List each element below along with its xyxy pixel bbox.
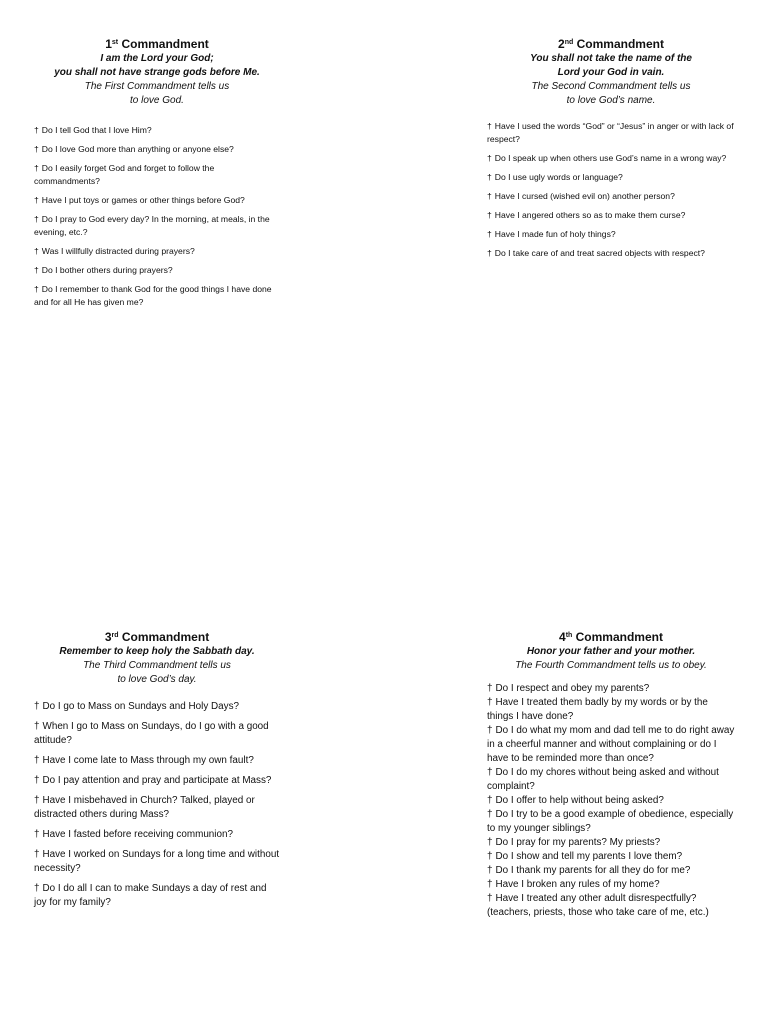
question-item (487, 766, 735, 794)
cross-bullet-icon: † (34, 701, 40, 712)
cross-bullet-icon: † (34, 829, 40, 840)
question-item (34, 162, 280, 188)
cross-bullet-icon: † (34, 246, 39, 256)
cross-bullet-icon: † (487, 172, 492, 182)
panel-title (487, 37, 735, 51)
question-text: Have I broken any rules of my home? (495, 879, 660, 890)
cross-bullet-icon: † (487, 153, 492, 163)
cross-bullet-icon: † (34, 795, 40, 806)
question-text: Do I bother others during prayers? (41, 265, 173, 275)
question-item (487, 190, 735, 203)
question-item (34, 700, 280, 714)
question-item (34, 882, 280, 910)
cross-bullet-icon: † (487, 879, 493, 890)
cross-bullet-icon: † (487, 121, 492, 131)
panel-title (34, 37, 280, 51)
question-text: Do I tell God that I love Him? (41, 125, 152, 135)
tells-line: to love God’s name. (566, 95, 656, 106)
tells-line: to love God. (130, 95, 184, 106)
question-text: Was I willfully distracted during prayers? (41, 246, 195, 256)
title-label: Commandment (575, 630, 663, 644)
cross-bullet-icon: † (34, 775, 40, 786)
question-text: Have I put toys or games or other things before God? (41, 195, 245, 205)
question-item (34, 283, 280, 309)
question-item (487, 850, 735, 864)
question-item (487, 228, 735, 241)
title-label: Commandment (576, 37, 664, 51)
command-line: Honor your father and your mother. (526, 646, 696, 657)
panel-heading (487, 630, 735, 673)
question-text: Do I love God more than anything or anyone else? (41, 144, 234, 154)
cross-bullet-icon: † (487, 795, 493, 806)
title-ordinal: th (565, 632, 573, 639)
question-text: Do I take care of and treat sacred objects with respect? (494, 248, 705, 258)
question-text: Have I cursed (wished evil on) another person? (494, 191, 675, 201)
commandment-panel-2 (487, 37, 735, 266)
title-label: Commandment (121, 37, 209, 51)
question-text: Do I try to be a good example of obedience, especially to my younger siblings? (487, 809, 734, 834)
command-line: Lord your God in vain. (557, 67, 665, 78)
question-text: Do I do what my mom and dad tell me to do right away in a cheerful manner and without complaining or do I have to be reminded more than once? (487, 725, 735, 764)
question-text: Have I fasted before receiving communion? (42, 829, 233, 840)
cross-bullet-icon: † (487, 809, 493, 820)
question-list (487, 120, 735, 260)
cross-bullet-icon: † (34, 265, 39, 275)
question-text: Do I speak up when others use God’s name in a wrong way? (494, 153, 727, 163)
question-item (487, 120, 735, 146)
cross-bullet-icon: † (34, 214, 39, 224)
question-item (487, 724, 735, 766)
cross-bullet-icon: † (487, 865, 493, 876)
question-text: Do I respect and obey my parents? (495, 683, 650, 694)
question-text: Do I remember to thank God for the good things I have done and for all He has given me? (34, 284, 272, 307)
question-text: Do I use ugly words or language? (494, 172, 623, 182)
commandment-panel-3 (34, 630, 280, 916)
question-item (487, 209, 735, 222)
question-text: Have I made fun of holy things? (494, 229, 616, 239)
question-item (34, 143, 280, 156)
question-list (487, 682, 735, 920)
cross-bullet-icon: † (34, 755, 40, 766)
question-item (34, 828, 280, 842)
title-number: 1 (105, 37, 112, 51)
question-text: Do I easily forget God and forget to follow the commandments? (34, 163, 215, 186)
commandment-panel-4 (487, 630, 735, 920)
cross-bullet-icon: † (487, 837, 493, 848)
tells-line: The First Commandment tells us (84, 81, 230, 92)
question-text: Do I pray for my parents? My priests? (495, 837, 661, 848)
cross-bullet-icon: † (487, 767, 493, 778)
question-list (34, 124, 280, 309)
cross-bullet-icon: † (34, 721, 40, 732)
question-text: Do I show and tell my parents I love them? (495, 851, 683, 862)
question-item (487, 171, 735, 184)
question-item (34, 794, 280, 822)
question-item (487, 836, 735, 850)
panel-heading (487, 37, 735, 108)
question-item (34, 124, 280, 137)
panel-heading (34, 37, 280, 108)
question-item (487, 878, 735, 892)
question-text: Have I worked on Sundays for a long time and without necessity? (34, 849, 280, 874)
cross-bullet-icon: † (34, 195, 39, 205)
tells-line: The Fourth Commandment tells us to obey. (515, 660, 707, 671)
cross-bullet-icon: † (487, 697, 493, 708)
question-item (487, 152, 735, 165)
question-text: Do I pay attention and pray and participate at Mass? (42, 775, 272, 786)
question-item (487, 892, 735, 920)
cross-bullet-icon: † (34, 883, 40, 894)
title-number: 3 (104, 630, 112, 644)
question-item (487, 808, 735, 836)
question-text: Have I used the words “God” or “Jesus” in anger or with lack of respect? (487, 121, 734, 144)
question-text: Have I treated any other adult disrespectfully? (teachers, priests, those who take care of me, etc.) (487, 893, 709, 918)
question-text: Do I do all I can to make Sundays a day of rest and joy for my family? (34, 883, 267, 908)
tells-line: The Third Commandment tells us (83, 660, 231, 671)
question-item (487, 682, 735, 696)
cross-bullet-icon: † (487, 725, 493, 736)
question-text: Do I go to Mass on Sundays and Holy Days? (42, 701, 240, 712)
command-line: I am the Lord your God; (100, 53, 214, 64)
cross-bullet-icon: † (34, 125, 39, 135)
tells-line: The Second Commandment tells us (531, 81, 691, 92)
question-item (487, 247, 735, 260)
command-line: You shall not take the name of the (530, 53, 692, 64)
question-text: Do I pray to God every day? In the morning, at meals, in the evening, etc.? (34, 214, 270, 237)
question-item (487, 794, 735, 808)
question-item (34, 194, 280, 207)
title-label: Commandment (121, 630, 210, 644)
question-text: Have I come late to Mass through my own fault? (42, 755, 254, 766)
cross-bullet-icon: † (34, 849, 40, 860)
question-item (34, 774, 280, 788)
title-ordinal: st (111, 39, 119, 46)
cross-bullet-icon: † (487, 851, 493, 862)
question-text: Do I do my chores without being asked and without complaint? (487, 767, 719, 792)
cross-bullet-icon: † (34, 163, 39, 173)
cross-bullet-icon: † (487, 229, 492, 239)
question-item (34, 754, 280, 768)
panel-title (34, 630, 280, 644)
tells-line: to love God’s day. (117, 674, 197, 685)
cross-bullet-icon: † (487, 893, 493, 904)
panel-title (487, 630, 735, 644)
question-text: Have I angered others so as to make them curse? (494, 210, 686, 220)
title-number: 4 (559, 630, 566, 644)
panel-heading (34, 630, 280, 687)
title-ordinal: rd (111, 632, 119, 639)
question-list (34, 700, 280, 910)
commandment-panel-1 (34, 37, 280, 315)
question-text: Have I treated them badly by my words or by the things I have done? (487, 697, 708, 722)
question-item (34, 720, 280, 748)
title-number: 2 (558, 37, 565, 51)
question-text: Have I misbehaved in Church? Talked, played or distracted others during Mass? (34, 795, 255, 820)
cross-bullet-icon: † (34, 284, 39, 294)
question-item (34, 245, 280, 258)
command-line: you shall not have strange gods before Me. (54, 67, 260, 78)
question-text: When I go to Mass on Sundays, do I go with a good attitude? (34, 721, 269, 746)
command-line: Remember to keep holy the Sabbath day. (59, 646, 255, 657)
cross-bullet-icon: † (34, 144, 39, 154)
cross-bullet-icon: † (487, 210, 492, 220)
question-item (34, 213, 280, 239)
cross-bullet-icon: † (487, 248, 492, 258)
title-ordinal: nd (564, 39, 574, 46)
question-text: Do I thank my parents for all they do for me? (495, 865, 691, 876)
question-item (487, 864, 735, 878)
question-text: Do I offer to help without being asked? (495, 795, 664, 806)
cross-bullet-icon: † (487, 683, 493, 694)
question-item (34, 264, 280, 277)
question-item (34, 848, 280, 876)
question-item (487, 696, 735, 724)
cross-bullet-icon: † (487, 191, 492, 201)
